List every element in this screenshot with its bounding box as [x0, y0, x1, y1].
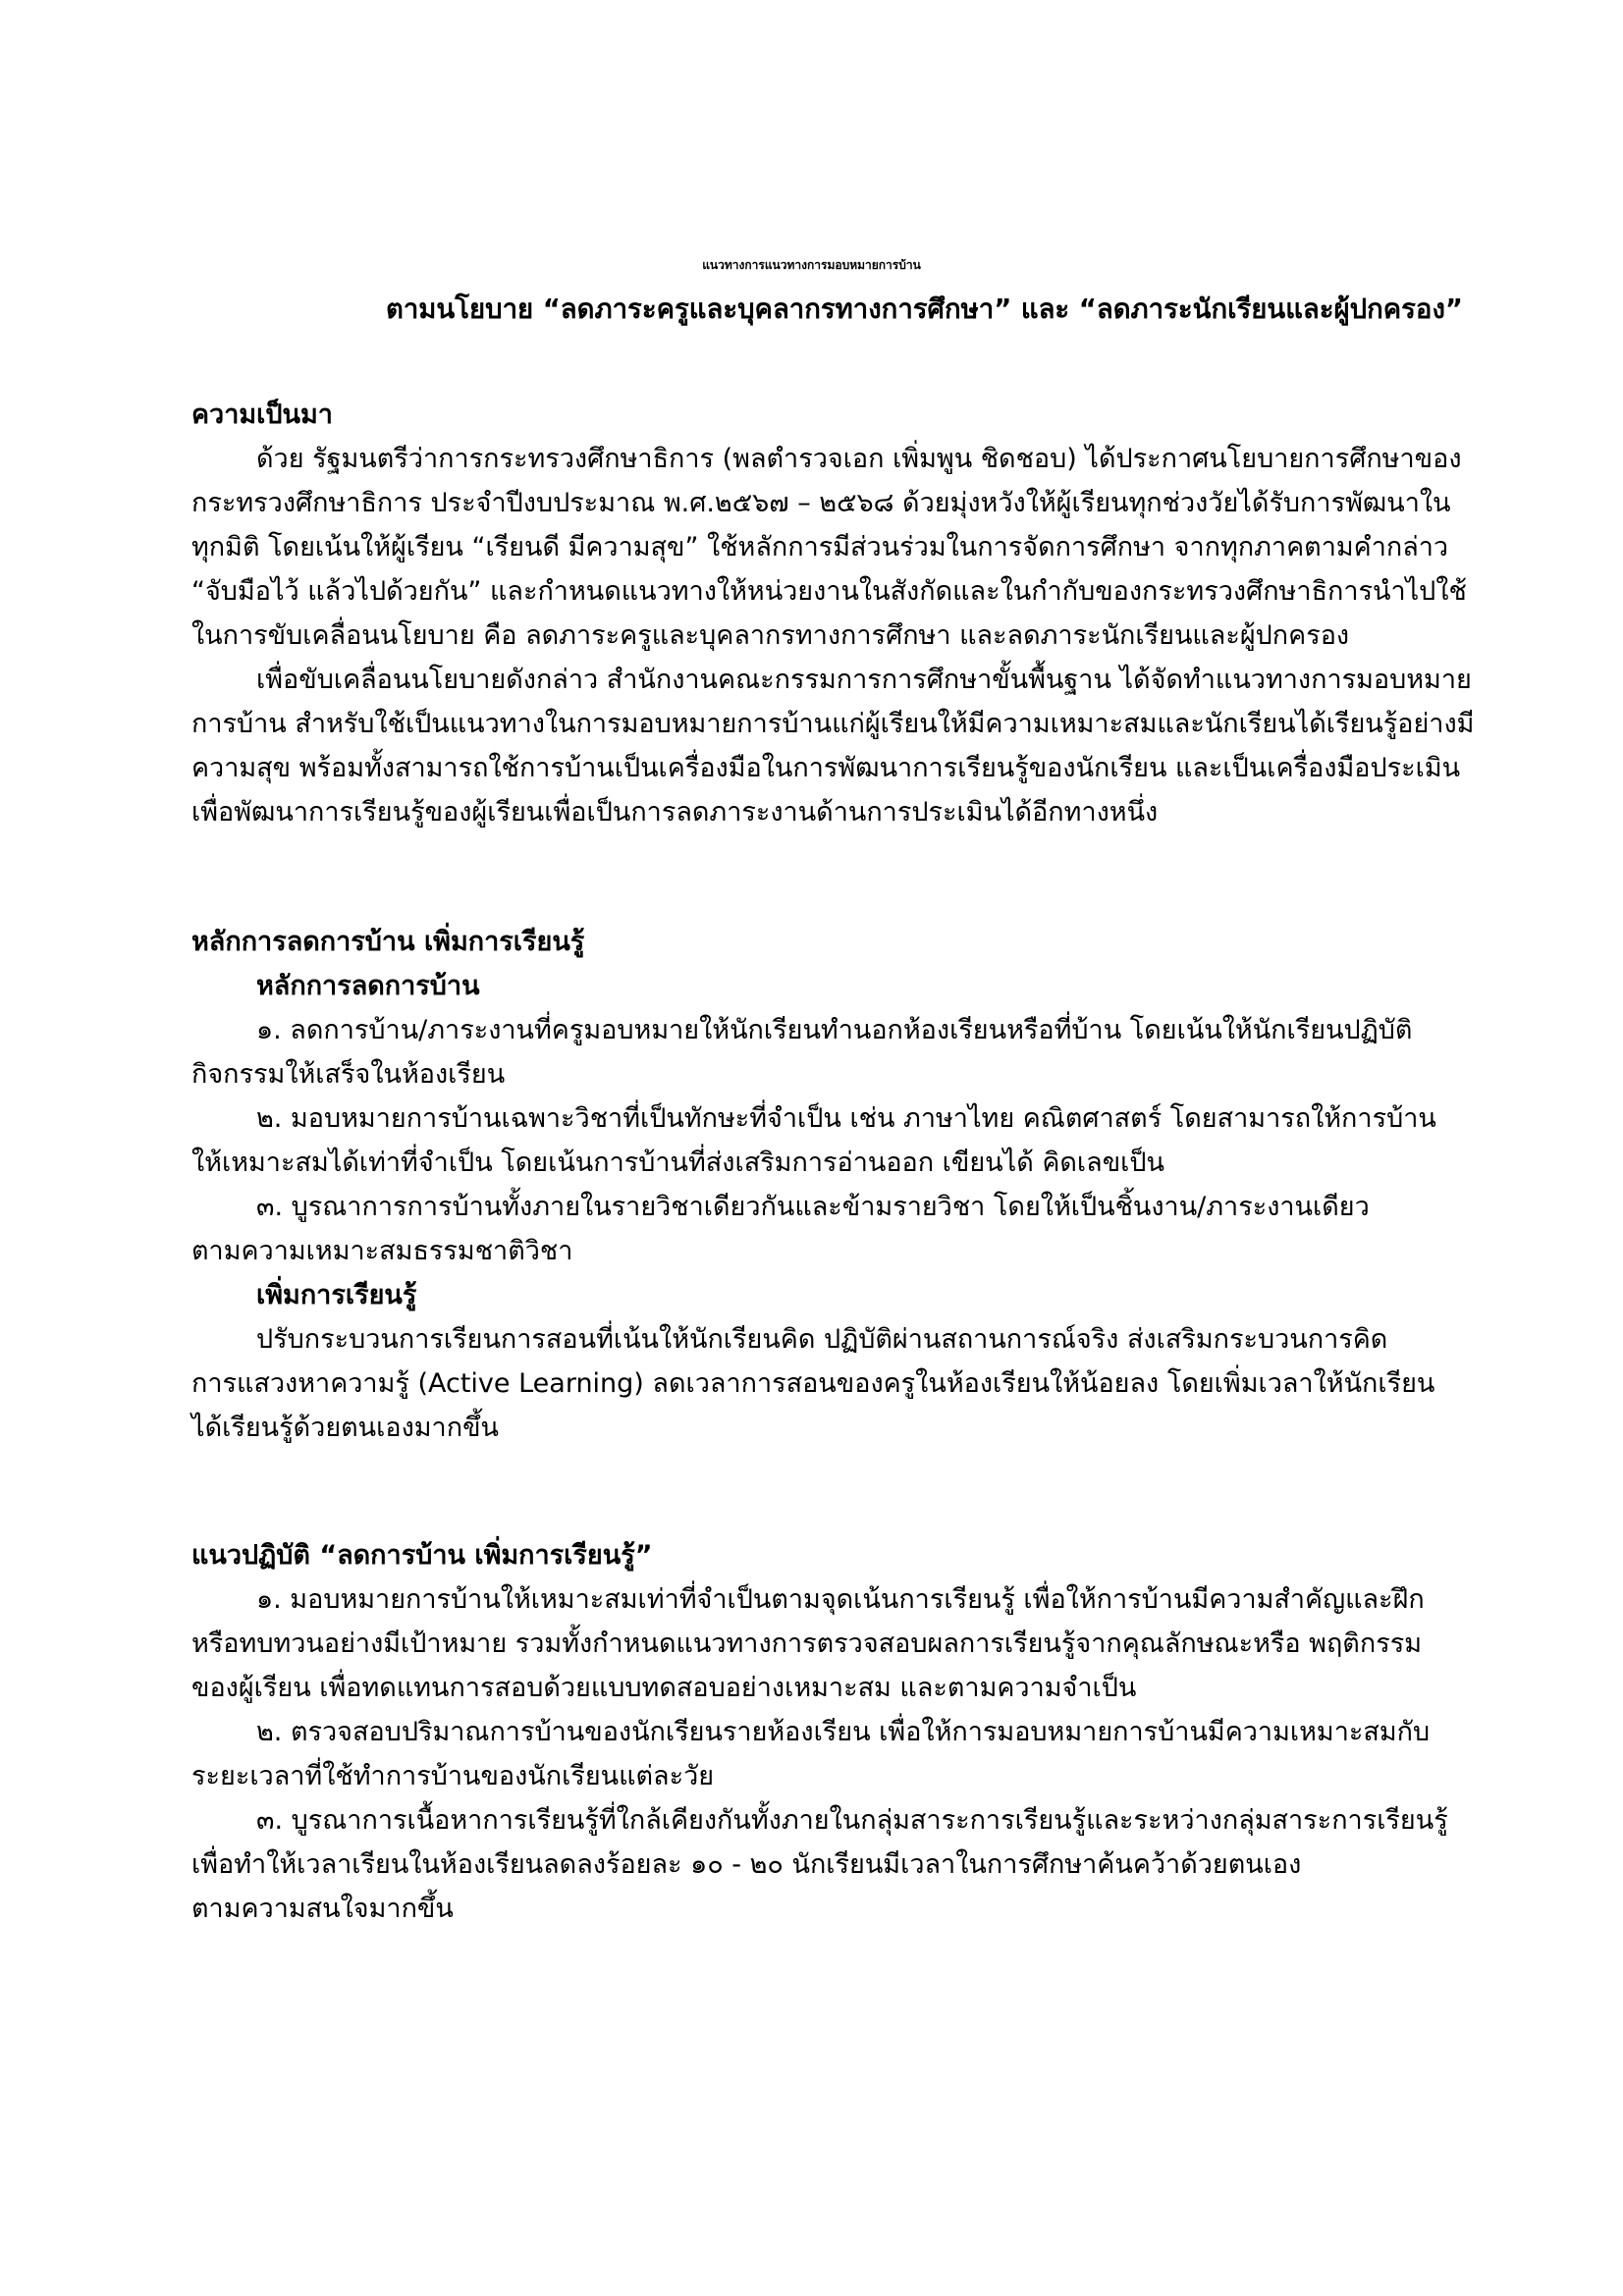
list-item-line: ของผู้เรียน เพื่อทดแทนการสอบด้วยแบบทดสอบอย่างเหมาะสม และตามความจำเป็น	[191, 1673, 1137, 1703]
document-title-line-1: แนวทางการแนวทางการมอบหมายการบ้าน	[702, 258, 921, 272]
paragraph-line: ทุกมิติ โดยเน้นให้ผู้เรียน “เรียนดี มีความสุข” ใช้หลักการมีส่วนร่วมในการจัดการศึกษา จากทุกภาคตามคำกล่าว	[191, 532, 1449, 562]
document-title-line-2: ตามนโยบาย “ลดภาระครูและบุคลากรทางการศึกษา” และ “ลดภาระนักเรียนและผู้ปกครอง”	[386, 294, 1463, 325]
paragraph-line: ความสุข พร้อมทั้งสามารถใช้การบ้านเป็นเครื่องมือในการพัฒนาการเรียนรู้ของนักเรียน และเป็นเครื่องมือประเมิน	[191, 753, 1461, 783]
paragraph-line: เพื่อขับเคลื่อนนโยบายดังกล่าว สำนักงานคณะกรรมการการศึกษาขั้นพื้นฐาน ได้จัดทำแนวทางการมอบหมาย	[256, 665, 1472, 695]
paragraph-line: การแสวงหาความรู้ (Active Learning) ลดเวลาการสอนของครูในห้องเรียนให้น้อยลง โดยเพิ่มเวลาให้นักเรียน	[191, 1368, 1435, 1399]
background-heading: ความเป็นมา	[191, 400, 333, 430]
principles-subheading-increase: เพิ่มการเรียนรู้	[256, 1280, 417, 1310]
principles-subheading-reduce: หลักการลดการบ้าน	[256, 971, 480, 1001]
list-item-line: เพื่อทำให้เวลาเรียนในห้องเรียนลดลงร้อยละ ๑๐ - ๒๐ นักเรียนมีเวลาในการศึกษาค้นคว้าด้วยตนเอง	[191, 1849, 1302, 1880]
paragraph-line: ได้เรียนรู้ด้วยตนเองมากขึ้น	[191, 1413, 499, 1443]
list-item-line: กิจกรรมให้เสร็จในห้องเรียน	[191, 1059, 506, 1090]
list-item-line: ๒. มอบหมายการบ้านเฉพาะวิชาที่เป็นทักษะที่จำเป็น เช่น ภาษาไทย คณิตศาสตร์ โดยสามารถให้การบ้าน	[256, 1103, 1436, 1134]
list-item-line: ๑. มอบหมายการบ้านให้เหมาะสมเท่าที่จำเป็นตามจุดเน้นการเรียนรู้ เพื่อให้การบ้านมีความสำคัญและฝึก	[256, 1584, 1425, 1615]
list-item-line: หรือทบทวนอย่างมีเป้าหมาย รวมทั้งกำหนดแนวทางการตรวจสอบผลการเรียนรู้จากคุณลักษณะหรือ พฤติกรรม	[191, 1629, 1422, 1659]
paragraph-line: ปรับกระบวนการเรียนการสอนที่เน้นให้นักเรียนคิด ปฏิบัติผ่านสถานการณ์จริง ส่งเสริมกระบวนการคิด	[256, 1324, 1388, 1355]
list-item-line: ตามความสนใจมากขึ้น	[191, 1894, 454, 1924]
principles-heading: หลักการลดการบ้าน เพิ่มการเรียนรู้	[191, 927, 585, 957]
list-item-line: ๑. ลดการบ้าน/ภาระงานที่ครูมอบหมายให้นักเรียนทำนอกห้องเรียนหรือที่บ้าน โดยเน้นให้นักเรียนปฏิบัติ	[256, 1015, 1413, 1045]
paragraph-line: ในการขับเคลื่อนนโยบาย คือ ลดภาระครูและบุคลากรทางการศึกษา และลดภาระนักเรียนและผู้ปกครอง	[191, 620, 1350, 651]
paragraph-line: การบ้าน สำหรับใช้เป็นแนวทางในการมอบหมายการบ้านแก่ผู้เรียนให้มีความเหมาะสมและนักเรียนได้เรียนรู้อย่างมี	[191, 709, 1475, 739]
practice-heading: แนวปฏิบัติ “ลดการบ้าน เพิ่มการเรียนรู้”	[191, 1540, 653, 1571]
paragraph-line: เพื่อพัฒนาการเรียนรู้ของผู้เรียนเพื่อเป็นการลดภาระงานด้านการประเมินได้อีกทางหนึ่ง	[191, 797, 1159, 828]
list-item-line: ให้เหมาะสมได้เท่าที่จำเป็น โดยเน้นการบ้านที่ส่งเสริมการอ่านออก เขียนได้ คิดเลขเป็น	[191, 1148, 1164, 1178]
list-item-line: ตามความเหมาะสมธรรมชาติวิชา	[191, 1236, 573, 1266]
list-item-line: ๓. บูรณาการเนื้อหาการเรียนรู้ที่ใกล้เคียงกันทั้งภายในกลุ่มสาระการเรียนรู้และระหว่างกลุ่มสาระการเรียนรู้	[256, 1805, 1448, 1836]
list-item-line: ระยะเวลาที่ใช้ทำการบ้านของนักเรียนแต่ละวัย	[191, 1761, 715, 1791]
paragraph-line: “จับมือไว้ แล้วไปด้วยกัน” และกำหนดแนวทางให้หน่วยงานในสังกัดและในกำกับของกระทรวงศึกษาธิการนำไปใช้	[191, 576, 1467, 607]
list-item-line: ๒. ตรวจสอบปริมาณการบ้านของนักเรียนรายห้องเรียน เพื่อให้การมอบหมายการบ้านมีความเหมาะสมกับ	[256, 1717, 1431, 1747]
paragraph-line: ด้วย รัฐมนตรีว่าการกระทรวงศึกษาธิการ (พลตำรวจเอก เพิ่มพูน ชิดชอบ) ได้ประกาศนโยบายการศึกษาของ	[256, 444, 1462, 474]
list-item-line: ๓. บูรณาการการบ้านทั้งภายในรายวิชาเดียวกันและข้ามรายวิชา โดยให้เป็นชิ้นงาน/ภาระงานเดียว	[256, 1192, 1370, 1222]
paragraph-line: กระทรวงศึกษาธิการ ประจำปีงบประมาณ พ.ศ.๒๕๖๗ – ๒๕๖๘ ด้วยมุ่งหวังให้ผู้เรียนทุกช่วงวัยได้รับการพัฒนาใน	[191, 488, 1451, 518]
